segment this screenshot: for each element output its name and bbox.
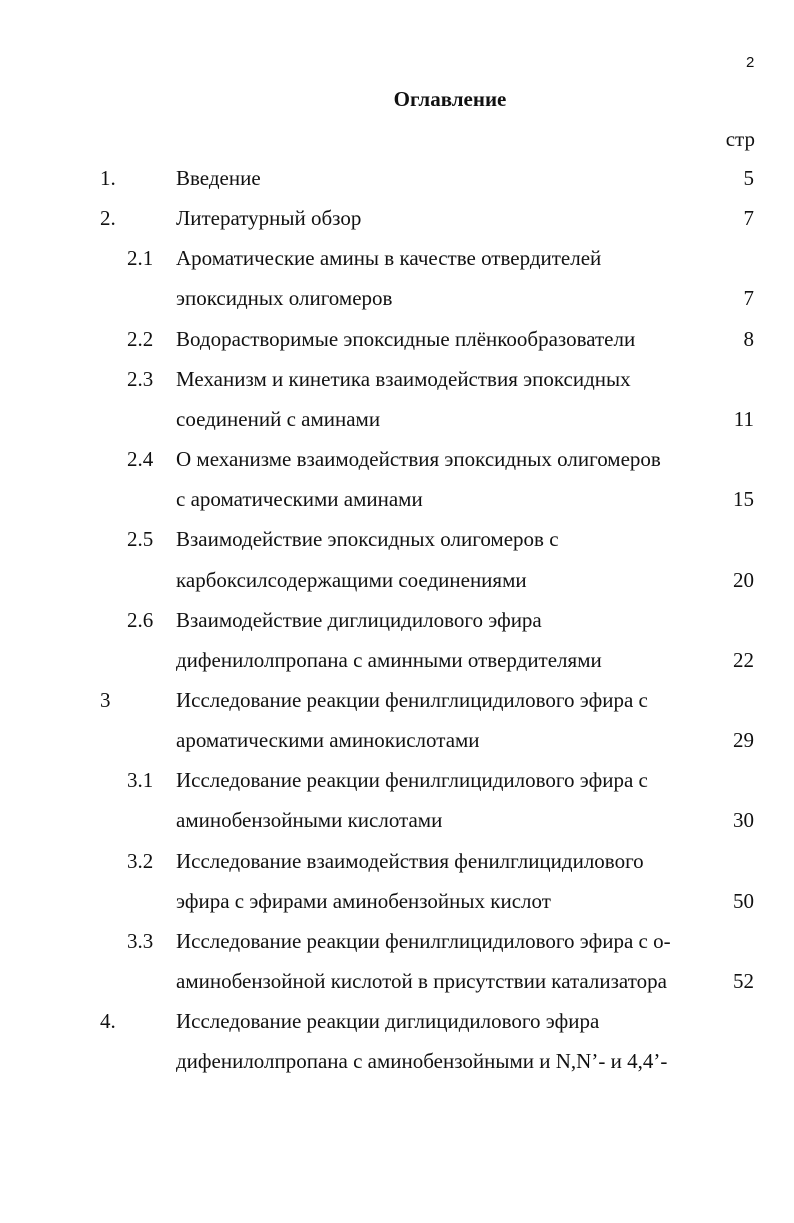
toc-entry-page: 5 <box>743 166 754 190</box>
toc-line <box>0 367 794 397</box>
toc-entry-number: 3.3 <box>127 929 154 953</box>
toc-entry-text: Механизм и кинетика взаимодействия эпоксидных <box>176 367 631 391</box>
toc-line <box>0 688 794 718</box>
toc-line <box>0 206 794 236</box>
toc-entry-text: ароматическими аминокислотами <box>176 728 480 752</box>
toc-line <box>0 487 794 517</box>
toc-entry-page: 8 <box>743 327 754 351</box>
toc-entry-text: Исследование реакции фенилглицидилового эфира с о- <box>176 929 671 953</box>
toc-entry-page: 7 <box>743 286 754 310</box>
toc-entry-text: Исследование реакции диглицидилового эфира <box>176 1009 600 1033</box>
toc-line <box>0 166 794 196</box>
toc-line <box>0 808 794 838</box>
toc-entry-text: с ароматическими аминами <box>176 487 423 511</box>
toc-entry-number: 2.3 <box>127 367 154 391</box>
toc-entry-text: Исследование реакции фенилглицидилового эфира с <box>176 688 648 712</box>
toc-line <box>0 648 794 678</box>
toc-line <box>0 608 794 638</box>
toc-entry-page: 50 <box>733 889 754 913</box>
toc-title: Оглавление <box>393 87 507 111</box>
toc-entry-text: аминобензойной кислотой в присутствии катализатора <box>176 969 667 993</box>
toc-entry-number: 3 <box>100 688 111 712</box>
toc-line <box>0 929 794 959</box>
toc-line <box>0 447 794 477</box>
toc-line <box>0 1009 794 1039</box>
toc-line <box>0 568 794 598</box>
toc-entry-text: Исследование взаимодействия фенилглицидилового <box>176 849 644 873</box>
toc-entry-number: 4. <box>100 1009 116 1033</box>
toc-entry-text: Литературный обзор <box>176 206 362 230</box>
toc-entry-number: 2.5 <box>127 527 154 551</box>
toc-entry-text: карбоксилсодержащими соединениями <box>176 568 527 592</box>
toc-entry-page: 29 <box>733 728 754 752</box>
toc-entry-page: 15 <box>733 487 754 511</box>
toc-line <box>0 889 794 919</box>
toc-line <box>0 1049 794 1079</box>
toc-entry-text: Введение <box>176 166 261 190</box>
toc-entry-number: 3.2 <box>127 849 154 873</box>
toc-entry-page: 20 <box>733 568 754 592</box>
toc-entry-number: 2.1 <box>127 246 154 270</box>
toc-entry-text: эфира с эфирами аминобензойных кислот <box>176 889 551 913</box>
page-number: 2 <box>746 54 755 71</box>
toc-entry-text: Исследование реакции фенилглицидилового эфира с <box>176 768 648 792</box>
toc-entry-number: 2. <box>100 206 116 230</box>
toc-entry-page: 22 <box>733 648 754 672</box>
toc-entry-text: Ароматические амины в качестве отвердителей <box>176 246 602 270</box>
toc-entry-text: дифенилолпропана с аминными отвердителями <box>176 648 602 672</box>
toc-entry-text: Взаимодействие эпоксидных олигомеров с <box>176 527 559 551</box>
toc-entry-number: 3.1 <box>127 768 154 792</box>
toc-line <box>0 768 794 798</box>
toc-entry-page: 11 <box>733 407 754 431</box>
toc-entry-number: 2.2 <box>127 327 154 351</box>
toc-line <box>0 728 794 758</box>
toc-line <box>0 246 794 276</box>
toc-entry-number: 2.6 <box>127 608 154 632</box>
toc-line <box>0 969 794 999</box>
toc-line <box>0 286 794 316</box>
toc-entry-page: 52 <box>733 969 754 993</box>
toc-line <box>0 407 794 437</box>
toc-line <box>0 527 794 557</box>
toc-line <box>0 327 794 357</box>
toc-entry-number: 1. <box>100 166 116 190</box>
toc-entry-text: аминобензойными кислотами <box>176 808 443 832</box>
toc-entry-text: Водорастворимые эпоксидные плёнкообразователи <box>176 327 636 351</box>
toc-entry-text: дифенилолпропана с аминобензойными и N,N’- и 4,4’- <box>176 1049 668 1073</box>
toc-entry-page: 7 <box>743 206 754 230</box>
toc-entry-page: 30 <box>733 808 754 832</box>
toc-entry-text: О механизме взаимодействия эпоксидных олигомеров <box>176 447 661 471</box>
toc-entry-number: 2.4 <box>127 447 154 471</box>
toc-line <box>0 849 794 879</box>
page-column-header: стр <box>725 127 755 151</box>
toc-entry-text: соединений с аминами <box>176 407 381 431</box>
toc-entry-text: Взаимодействие диглицидилового эфира <box>176 608 542 632</box>
toc-entry-text: эпоксидных олигомеров <box>176 286 393 310</box>
